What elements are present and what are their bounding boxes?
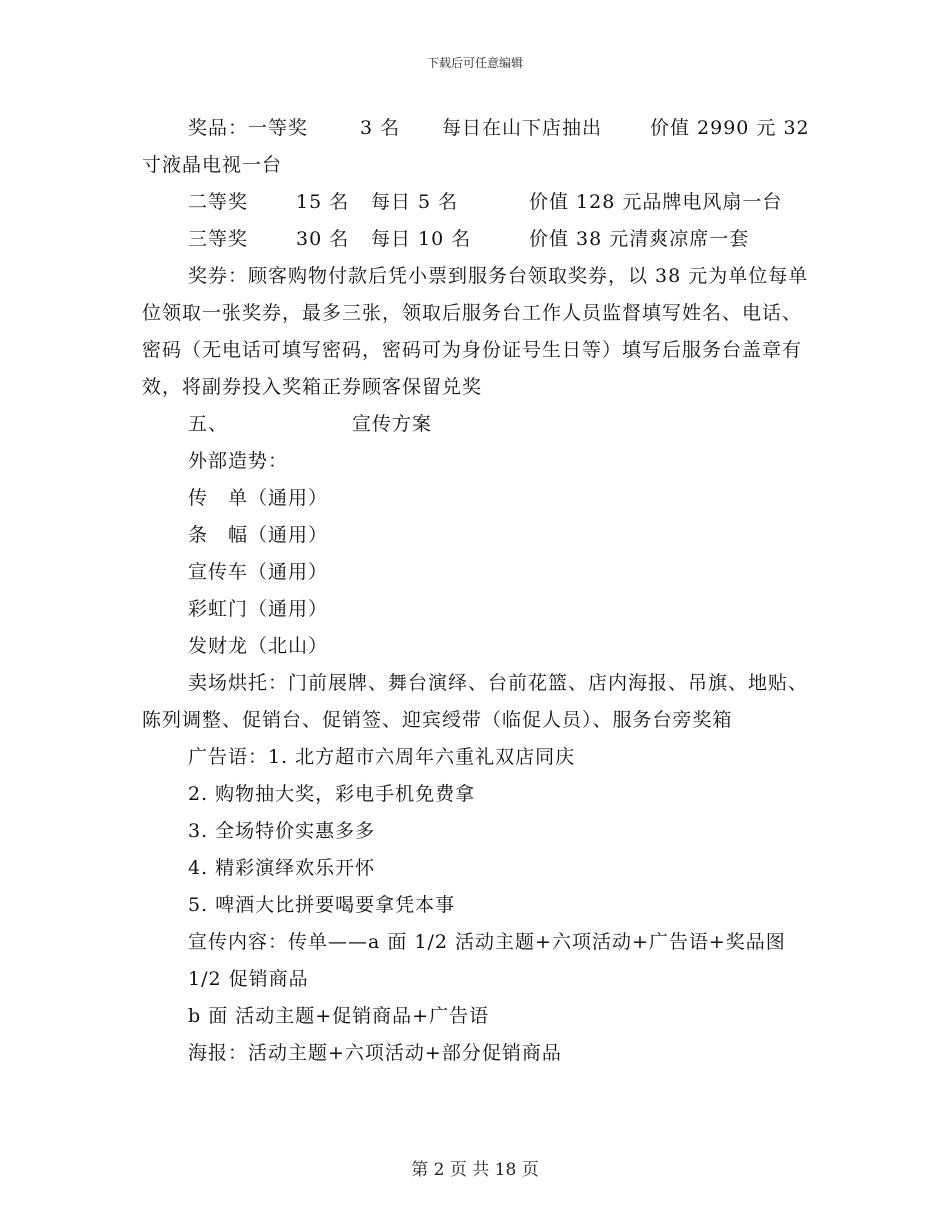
- prize-third-label: 三等奖: [188, 228, 249, 250]
- prize-first-value-cont: 寸液晶电视一台: [142, 154, 283, 176]
- prize-third-count: 30 名: [296, 228, 350, 250]
- coupon-paragraph: 奖券：顾客购物付款后凭小票到服务台领取奖券，以 38 元为单位每单位领取一张奖券，最多三张，领取后服务台工作人员监督填写姓名、电话、密码（无电话可填写密码，密码可为身份证号生日等）填写后服务台盖章有效，将副券投入奖箱正券顾客保留兑奖: [142, 265, 809, 398]
- external-item: 宣传车（通用）: [188, 561, 329, 583]
- section-five-heading: [142, 406, 810, 443]
- external-item: 发财龙（北山）: [188, 635, 329, 657]
- prize-second-count: 15 名: [296, 191, 350, 213]
- external-item: 条 幅（通用）: [188, 524, 329, 546]
- page-header: 下载后可任意编辑: [426, 56, 523, 70]
- document-body: [142, 110, 810, 1072]
- promo-line: 宣传内容：传单——a 面 1/2 活动主题+六项活动+广告语+奖品图: [188, 931, 786, 953]
- prize-second-value: 价值 128 元品牌电风扇一台: [529, 191, 783, 213]
- prize-first-value: 价值 2990 元 32: [650, 117, 810, 139]
- slogan-item: 3. 全场特价实惠多多: [188, 820, 376, 842]
- prize-third-value: 价值 38 元清爽凉席一套: [529, 228, 750, 250]
- external-item: 传 单（通用）: [188, 487, 329, 509]
- promo-line: b 面 活动主题+促销商品+广告语: [188, 1005, 490, 1027]
- section-number: 五、: [188, 413, 229, 435]
- section-title: 宣传方案: [352, 413, 433, 435]
- external-heading: 外部造势：: [188, 450, 289, 472]
- slogan-item: 4. 精彩演绎欢乐开怀: [188, 857, 376, 879]
- store-support-paragraph: 卖场烘托：门前展牌、舞台演绎、台前花篮、店内海报、吊旗、地贴、陈列调整、促销台、促销签、迎宾绶带（临促人员）、服务台旁奖箱: [142, 672, 809, 731]
- prize-second-label: 二等奖: [188, 191, 249, 213]
- prize-second-schedule: 每日 5 名: [371, 191, 459, 213]
- external-item: 彩虹门（通用）: [188, 598, 329, 620]
- prize-second-row: [142, 184, 810, 221]
- prize-first-label: 奖品：一等奖: [188, 117, 309, 139]
- slogan-item: 5. 啤酒大比拼要喝要拿凭本事: [188, 894, 456, 916]
- prize-first-schedule: 每日在山下店抽出: [442, 117, 603, 139]
- page-footer: 第 2 页 共 18 页: [411, 1160, 539, 1180]
- prize-third-schedule: 每日 10 名: [371, 228, 472, 250]
- prize-third-row: [142, 221, 810, 258]
- prize-first-row: [142, 110, 810, 147]
- slogan-item: 广告语：1. 北方超市六周年六重礼双店同庆: [188, 746, 576, 768]
- slogan-item: 2. 购物抽大奖，彩电手机免费拿: [188, 783, 476, 805]
- promo-line: 1/2 促销商品: [188, 968, 309, 990]
- promo-line: 海报：活动主题+六项活动+部分促销商品: [188, 1042, 562, 1064]
- prize-first-count: 3 名: [360, 117, 401, 139]
